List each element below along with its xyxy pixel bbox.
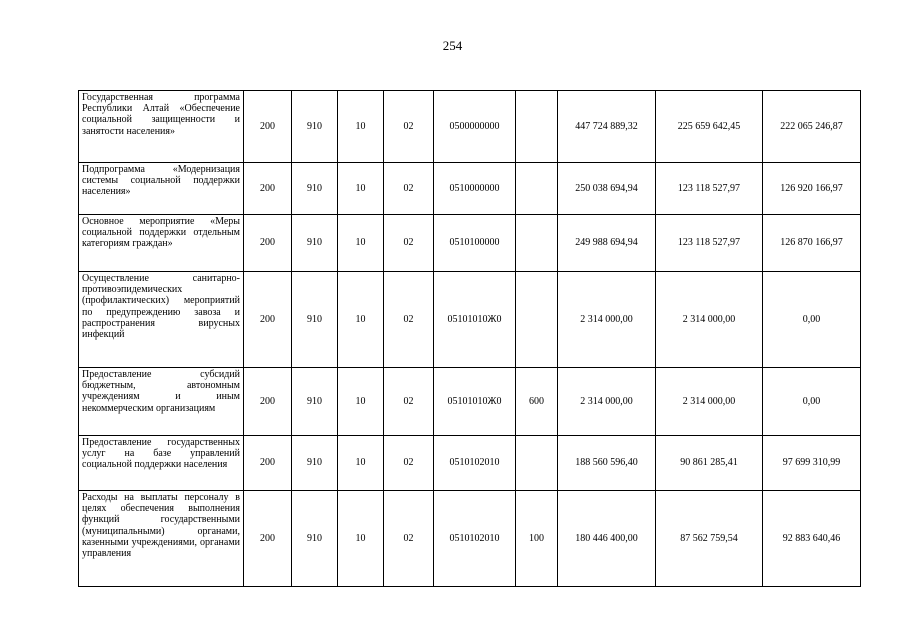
- cell-c3: 10: [338, 215, 384, 272]
- cell-c6: [516, 215, 558, 272]
- cell-amount-1: 250 038 694,94: [558, 163, 656, 215]
- table-row: [79, 368, 861, 436]
- cell-c1: 200: [244, 272, 292, 368]
- cell-amount-2: 90 861 285,41: [656, 436, 763, 491]
- cell-c3: 10: [338, 91, 384, 163]
- cell-c5: 0510100000: [434, 215, 516, 272]
- cell-amount-3: 97 699 310,99: [763, 436, 861, 491]
- cell-amount-3: 92 883 640,46: [763, 491, 861, 587]
- row-name: Подпрограмма «Модернизация системы социальной поддержки населения»: [79, 163, 244, 215]
- cell-amount-3: 222 065 246,87: [763, 91, 861, 163]
- cell-c1: 200: [244, 436, 292, 491]
- cell-c6: 600: [516, 368, 558, 436]
- cell-c3: 10: [338, 436, 384, 491]
- cell-amount-2: 123 118 527,97: [656, 163, 763, 215]
- cell-amount-1: 249 988 694,94: [558, 215, 656, 272]
- cell-amount-2: 87 562 759,54: [656, 491, 763, 587]
- cell-c6: [516, 436, 558, 491]
- cell-amount-1: 2 314 000,00: [558, 272, 656, 368]
- page-number: 254: [442, 38, 463, 53]
- cell-c2: 910: [292, 91, 338, 163]
- cell-c3: 10: [338, 163, 384, 215]
- cell-c4: 02: [384, 163, 434, 215]
- cell-c6: [516, 91, 558, 163]
- row-name: Предоставление государственных услуг на базе управлений социальной поддержки населения: [79, 436, 244, 491]
- row-name: Осуществление санитарно-противоэпидемических (профилактических) мероприятий по предупреждению завоза и распространения вирусных инфекций: [79, 272, 244, 368]
- cell-amount-1: 188 560 596,40: [558, 436, 656, 491]
- cell-c6: 100: [516, 491, 558, 587]
- cell-amount-3: 0,00: [763, 272, 861, 368]
- cell-c4: 02: [384, 91, 434, 163]
- table-row: [79, 436, 861, 491]
- cell-amount-3: 126 920 166,97: [763, 163, 861, 215]
- row-name: Предоставление субсидий бюджетным, автономным учреждениям и иным некоммерческим организациям: [79, 368, 244, 436]
- cell-c2: 910: [292, 368, 338, 436]
- cell-c2: 910: [292, 215, 338, 272]
- cell-c1: 200: [244, 91, 292, 163]
- cell-amount-2: 2 314 000,00: [656, 368, 763, 436]
- table-row: [79, 215, 861, 272]
- row-name: Расходы на выплаты персоналу в целях обеспечения выполнения функций государственными (муниципальными) органами, казенными учреждениями, органами управления: [79, 491, 244, 587]
- budget-table: [78, 90, 861, 587]
- cell-c2: 910: [292, 163, 338, 215]
- cell-amount-1: 2 314 000,00: [558, 368, 656, 436]
- table-row: [79, 272, 861, 368]
- cell-amount-3: 0,00: [763, 368, 861, 436]
- cell-c5: 0500000000: [434, 91, 516, 163]
- cell-c5: 05101010Ж0: [434, 272, 516, 368]
- cell-c3: 10: [338, 272, 384, 368]
- cell-c4: 02: [384, 272, 434, 368]
- cell-c2: 910: [292, 272, 338, 368]
- cell-c1: 200: [244, 215, 292, 272]
- row-name: Основное мероприятие «Меры социальной поддержки отдельным категориям граждан»: [79, 215, 244, 272]
- table-row: [79, 163, 861, 215]
- cell-amount-1: 447 724 889,32: [558, 91, 656, 163]
- cell-c4: 02: [384, 436, 434, 491]
- cell-c5: 05101010Ж0: [434, 368, 516, 436]
- cell-c4: 02: [384, 368, 434, 436]
- cell-c3: 10: [338, 368, 384, 436]
- cell-c3: 10: [338, 491, 384, 587]
- cell-c6: [516, 163, 558, 215]
- cell-c5: 0510102010: [434, 436, 516, 491]
- cell-amount-2: 2 314 000,00: [656, 272, 763, 368]
- cell-c2: 910: [292, 491, 338, 587]
- cell-amount-3: 126 870 166,97: [763, 215, 861, 272]
- cell-c4: 02: [384, 215, 434, 272]
- table-row: [79, 491, 861, 587]
- cell-c4: 02: [384, 491, 434, 587]
- cell-amount-2: 123 118 527,97: [656, 215, 763, 272]
- cell-c2: 910: [292, 436, 338, 491]
- cell-c5: 0510102010: [434, 491, 516, 587]
- cell-c1: 200: [244, 163, 292, 215]
- table-row: [79, 91, 861, 163]
- row-name: Государственная программа Республики Алтай «Обеспечение социальной защищенности и занятости населения»: [79, 91, 244, 163]
- cell-c6: [516, 272, 558, 368]
- cell-c1: 200: [244, 368, 292, 436]
- cell-c1: 200: [244, 491, 292, 587]
- cell-amount-1: 180 446 400,00: [558, 491, 656, 587]
- cell-amount-2: 225 659 642,45: [656, 91, 763, 163]
- cell-c5: 0510000000: [434, 163, 516, 215]
